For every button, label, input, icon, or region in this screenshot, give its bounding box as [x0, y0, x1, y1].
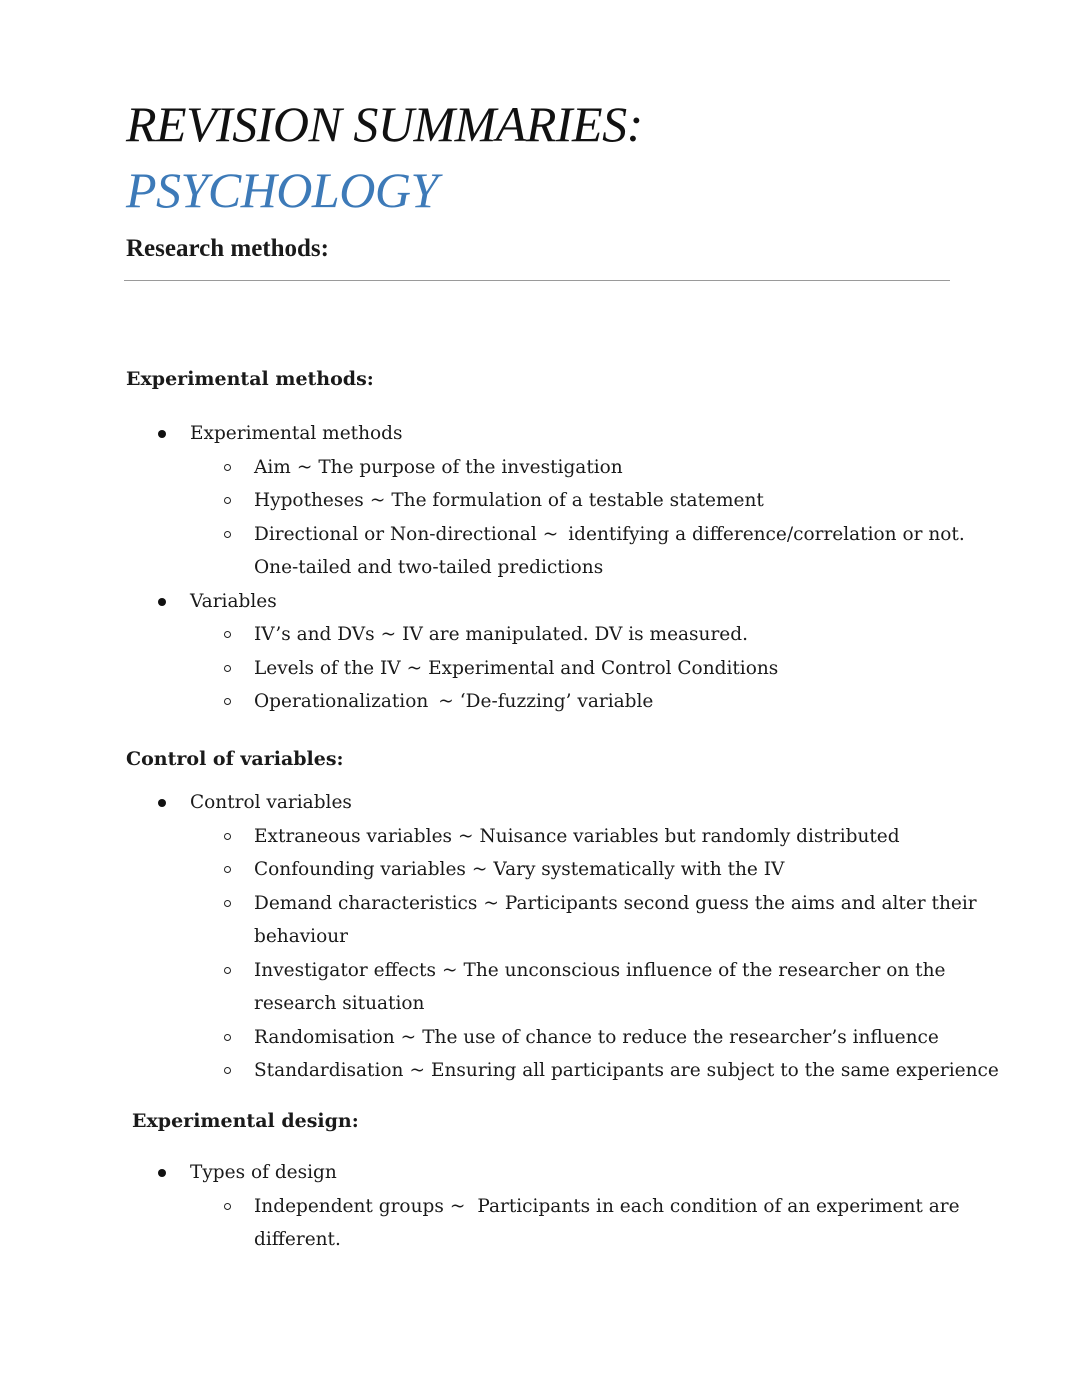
hollow-circle-bullet-icon	[224, 833, 231, 840]
sub-list	[190, 451, 965, 585]
item-definition: Participants in each condition of an experiment are	[477, 1195, 960, 1217]
item-term: Levels of the IV	[254, 657, 401, 679]
item-term: Directional or Non-directional	[254, 523, 537, 545]
item-definition: The purpose of the investigation	[318, 456, 623, 478]
sub-list-item	[190, 451, 946, 485]
bullet-list	[126, 786, 999, 1088]
list-item	[126, 585, 946, 719]
tilde-separator: ~	[380, 624, 397, 645]
section-control-of-variables	[126, 746, 999, 1088]
document-title: REVISION SUMMARIES:	[126, 96, 643, 152]
section-experimental-design	[132, 1108, 960, 1257]
hollow-circle-bullet-icon	[224, 698, 231, 705]
hollow-circle-bullet-icon	[224, 1034, 231, 1041]
item-definition: Nuisance variables but randomly distributed	[479, 825, 900, 847]
tilde-separator: ~	[441, 959, 458, 981]
tilde-separator: ~	[483, 892, 499, 914]
item-definition: The formulation of a testable statement	[391, 490, 764, 511]
sub-list-item	[190, 685, 946, 719]
sub-list	[190, 618, 946, 719]
sub-list-item	[190, 618, 946, 652]
sub-list	[190, 820, 999, 1088]
tilde-separator: ~	[449, 1195, 466, 1217]
bullet-label: Types of design	[190, 1162, 337, 1183]
tilde-separator: ~	[296, 456, 313, 478]
list-item	[126, 417, 965, 585]
item-term: IV’s and DVs	[254, 624, 375, 645]
item-term: Extraneous variables	[254, 825, 453, 847]
tilde-separator: ~	[400, 1026, 417, 1048]
horizontal-divider	[124, 280, 950, 281]
item-term: Operationalization	[254, 691, 429, 712]
sub-list-item	[190, 652, 946, 686]
document-subject: PSYCHOLOGY	[126, 162, 438, 218]
bullet-label: Experimental methods	[190, 423, 403, 444]
item-definition: The unconscious influence of the researcher on the	[463, 959, 946, 981]
section-experimental-methods	[126, 366, 965, 719]
filled-circle-bullet-icon	[158, 598, 166, 606]
item-definition: identifying a difference/correlation or not.	[568, 523, 965, 545]
item-term: Aim	[254, 456, 291, 478]
item-term: Hypotheses	[254, 490, 364, 511]
document-subtitle: Research methods:	[126, 235, 329, 262]
sub-list-item	[190, 1021, 946, 1055]
item-definition-continued: behaviour	[254, 926, 348, 947]
item-definition-continued: different.	[254, 1229, 341, 1250]
item-definition: Vary systematically with the IV	[493, 859, 785, 880]
bullet-list	[126, 1156, 960, 1257]
sub-list-item	[190, 853, 946, 887]
filled-circle-bullet-icon	[158, 430, 166, 438]
hollow-circle-bullet-icon	[224, 900, 231, 907]
sub-list-item	[190, 820, 946, 854]
tilde-separator: ~	[369, 490, 386, 511]
item-definition-continued: One-tailed and two-tailed predictions	[254, 557, 604, 578]
bullet-label: Variables	[190, 590, 277, 612]
hollow-circle-bullet-icon	[224, 1067, 231, 1074]
item-term: Investigator effects	[254, 959, 436, 981]
bullet-list	[126, 417, 965, 719]
filled-circle-bullet-icon	[158, 799, 166, 807]
section-heading: Experimental methods:	[126, 368, 374, 390]
hollow-circle-bullet-icon	[224, 497, 231, 504]
section-heading: Experimental design:	[132, 1110, 359, 1132]
hollow-circle-bullet-icon	[224, 531, 231, 538]
sub-list-item	[190, 1190, 960, 1257]
item-term: Confounding variables	[254, 859, 466, 880]
hollow-circle-bullet-icon	[224, 967, 231, 974]
hollow-circle-bullet-icon	[224, 631, 231, 638]
item-definition: Participants second guess the aims and alter their	[504, 892, 977, 914]
item-term: Standardisation	[254, 1060, 404, 1081]
bullet-label: Control variables	[190, 792, 352, 813]
sub-list-item	[190, 954, 946, 1021]
item-definition: Experimental and Control Conditions	[428, 657, 779, 679]
tilde-separator: ~	[542, 523, 559, 545]
tilde-separator: ~	[409, 1060, 425, 1081]
item-definition-continued: research situation	[254, 993, 425, 1014]
list-item	[126, 1156, 960, 1257]
hollow-circle-bullet-icon	[224, 665, 231, 672]
sub-list	[190, 1190, 960, 1257]
tilde-separator: ~	[458, 825, 474, 847]
item-definition: IV are manipulated. DV is measured.	[402, 624, 748, 645]
item-term: Randomisation	[254, 1026, 395, 1048]
item-term: Independent groups	[254, 1195, 444, 1217]
hollow-circle-bullet-icon	[224, 1203, 231, 1210]
list-item	[126, 786, 999, 1088]
item-definition: ‘De-fuzzing’ variable	[459, 691, 654, 712]
hollow-circle-bullet-icon	[224, 464, 231, 471]
tilde-separator: ~	[471, 859, 488, 880]
section-heading: Control of variables:	[126, 748, 344, 770]
item-definition: Ensuring all participants are subject to the same experience	[430, 1060, 999, 1081]
filled-circle-bullet-icon	[158, 1169, 166, 1177]
sub-list-item	[190, 887, 977, 954]
sub-list-item	[190, 1054, 999, 1088]
tilde-separator: ~	[406, 657, 423, 679]
tilde-separator: ~	[438, 691, 454, 712]
item-term: Demand characteristics	[254, 892, 478, 914]
sub-list-item	[190, 484, 946, 518]
sub-list-item	[190, 518, 965, 585]
hollow-circle-bullet-icon	[224, 866, 231, 873]
item-definition: The use of chance to reduce the researcher’s influence	[422, 1026, 939, 1048]
